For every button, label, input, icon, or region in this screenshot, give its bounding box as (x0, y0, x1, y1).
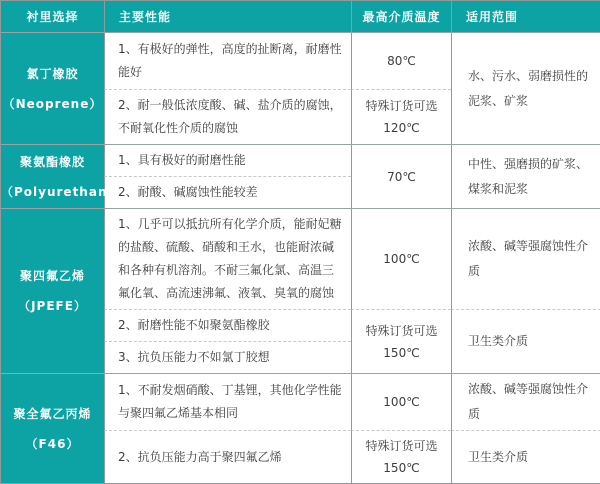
temperature-line: 120℃ (383, 121, 420, 135)
temperature-cell (351, 309, 451, 373)
material-cell-polyurethane (1, 144, 130, 208)
performance-cell: 1、几乎可以抵抗所有化学介质，能耐妃糖的盐酸、硫酸、硝酸和王水，也能耐浓碱和各种有机溶剂。不耐三氟化氯、高温三氟化氧、高流速沸氟、液氧、臭氧的腐蚀 (104, 208, 351, 309)
material-name-cn: 聚全氟乙丙烯 (13, 406, 92, 421)
table-row (1, 144, 600, 176)
temperature-cell (351, 208, 451, 309)
table-row (1, 32, 600, 89)
material-name-cn: 氯丁橡胶 (26, 66, 79, 81)
performance-cell: 1、有极好的弹性，高度的扯断离，耐磨性能好 (104, 32, 351, 89)
temperature-cell (351, 430, 451, 483)
range-cell: 卫生类介质 (451, 309, 600, 373)
range-cell: 卫生类介质 (451, 430, 600, 483)
material-name-en: （JPEFE） (18, 299, 87, 313)
performance-cell: 2、耐酸、碱腐蚀性能较差 (104, 176, 351, 208)
temperature-line: 150℃ (383, 461, 420, 475)
header-cell-performance: 主要性能 (104, 1, 351, 32)
table-row (1, 208, 600, 309)
temperature-line: 80℃ (387, 54, 416, 68)
temperature-line: 100℃ (383, 252, 420, 266)
header-cell-applicable-range: 适用范围 (451, 1, 600, 32)
material-cell-neoprene (1, 32, 104, 144)
temperature-cell (351, 89, 451, 144)
material-name-en: （F46） (25, 436, 80, 451)
range-cell: 浓酸、碱等强腐蚀性介质 (451, 208, 600, 309)
temperature-cell (351, 144, 451, 208)
table-row (1, 373, 600, 430)
temperature-line: 100℃ (383, 395, 420, 409)
material-name-cn: 聚四氟乙烯 (19, 269, 85, 283)
temperature-cell (351, 373, 451, 430)
temperature-line: 特殊订货可选 (365, 99, 438, 113)
header-row (1, 1, 600, 32)
temperature-line: 特殊订货可选 (365, 439, 438, 453)
temperature-line: 150℃ (383, 345, 420, 360)
performance-cell: 2、耐磨性能不如聚氨酯橡胶 (104, 309, 351, 341)
material-name-en: （Neoprene） (2, 96, 103, 111)
performance-cell: 3、抗负压能力不如氯丁胶想 (104, 341, 351, 373)
performance-cell: 1、具有极好的耐磨性能 (104, 144, 351, 176)
material-cell-f46 (1, 373, 104, 483)
header-cell-lining-select: 衬里选择 (1, 1, 104, 32)
range-cell: 水、污水、弱磨损性的泥浆、矿浆 (451, 32, 600, 144)
temperature-line: 70℃ (387, 169, 416, 184)
material-name-en: （Polyurethane） (1, 184, 130, 199)
header-cell-max-medium-temperature: 最高介质温度 (351, 1, 451, 32)
performance-cell: 2、耐一般低浓度酸、碱、盐介质的腐蚀，不耐氧化性介质的腐蚀 (104, 89, 351, 144)
range-cell: 中性、强磨损的矿浆、煤浆和泥浆 (451, 144, 600, 208)
performance-cell: 1、不耐发烟硝酸、丁基锂，其他化学性能与聚四氟乙烯基本相同 (104, 373, 351, 430)
performance-cell: 2、抗负压能力高于聚四氟乙烯 (104, 430, 351, 483)
temperature-cell (351, 32, 451, 89)
material-name-cn: 聚氨酯橡胶 (19, 154, 85, 169)
temperature-line: 特殊订货可选 (365, 323, 438, 338)
material-cell-ptfe (1, 208, 104, 373)
range-cell: 浓酸、碱等强腐蚀性介质 (451, 373, 600, 430)
